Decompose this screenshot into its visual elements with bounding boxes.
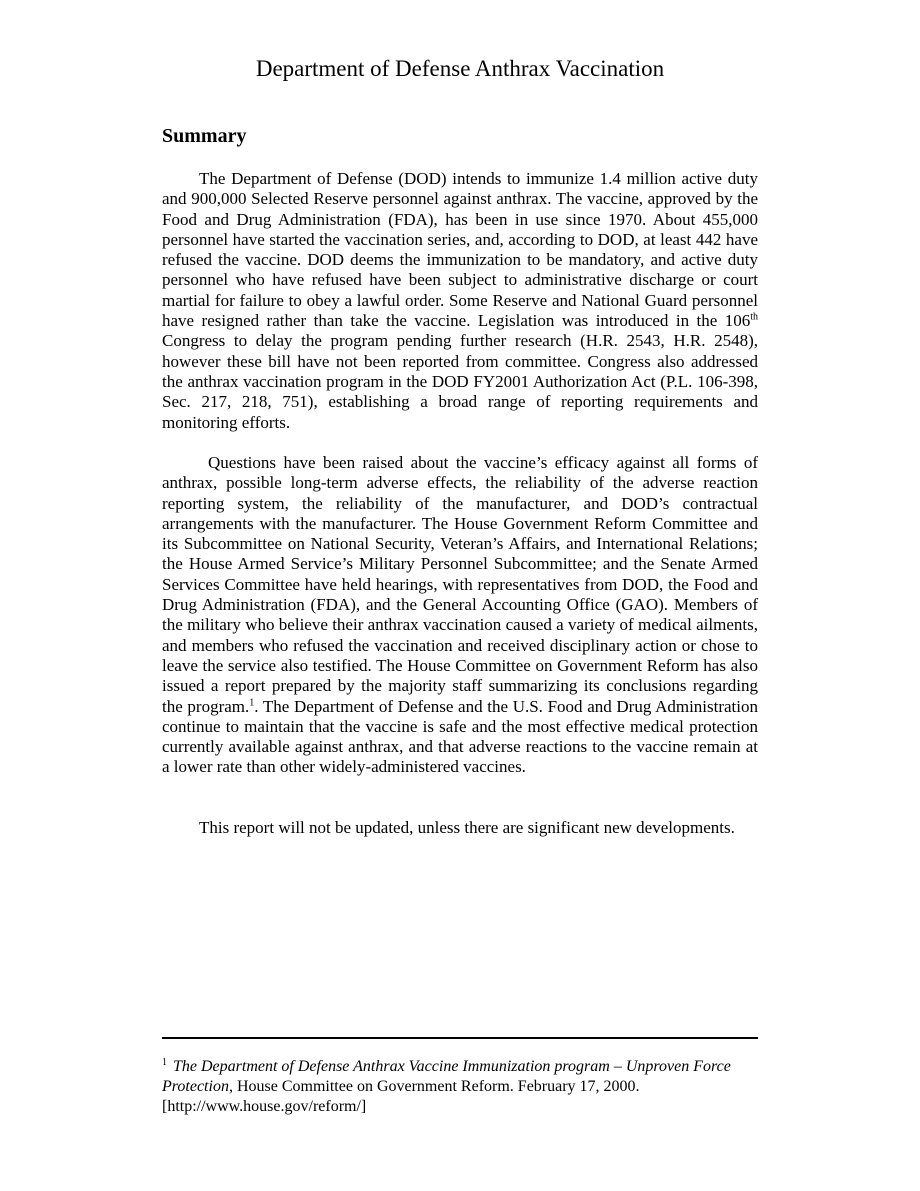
- footnote: [162, 1057, 758, 1117]
- summary-paragraph-2: [162, 453, 758, 778]
- footnote-url[interactable]: [http://www.house.gov/reform/]: [162, 1098, 367, 1115]
- summary-paragraph-3: This report will not be updated, unless there are significant new developments.: [199, 818, 735, 837]
- paragraph-1-text: The Department of Defense (DOD) intends to immunize 1.4 million active duty and 900,000 Selected Reserve personnel against anthrax. The vaccine, approved by the Food and Drug Administration (FDA), has been in use since 1970. About 455,000 personnel have started the vaccination series, and, according to DOD, at least 442 have refused the vaccine. DOD deems the immunization to be mandatory, and active duty personnel who have refused have been subject to administrative discharge or court martial for failure to obey a lawful order. Some Reserve and National Guard personnel have resigned rather than take the vaccine. Legislation was introduced in the 106: [162, 169, 758, 331]
- footnote-marker: 1: [162, 1056, 167, 1068]
- paragraph-1-text-rest: Congress to delay the program pending further research (H.R. 2543, H.R. 2548), however these bill have not been reported from committee. Congress also addressed the anthrax vaccination program in the DOD FY2001 Authorization Act (P.L. 106-398, Sec. 217, 218, 751), establishing a broad range of reporting requirements and monitoring efforts.: [162, 331, 758, 432]
- paragraph-2-text: Questions have been raised about the vaccine’s efficacy against all forms of anthrax, possible long-term adverse effects, the reliability of the adverse reaction reporting system, the reliability of the manufacturer, and DOD’s contractual arrangements with the manufacturer. The House Government Reform Committee and its Subcommittee on National Security, Veteran’s Affairs, and International Relations; the House Armed Service’s Military Personnel Subcommittee; and the Senate Armed Services Committee have held hearings, with representatives from DOD, the Food and Drug Administration (FDA), and the General Accounting Office (GAO). Members of the military who believe their anthrax vaccination caused a variety of medical ailments, and members who refused the vaccination and received disciplinary action or chose to leave the service also testified. The House Committee on Government Reform has also issued a report prepared by the majority staff summarizing its conclusions regarding the program.: [162, 453, 758, 716]
- document-title: Department of Defense Anthrax Vaccination: [255, 56, 665, 81]
- paragraph-2-text-rest: . The Department of Defense and the U.S. Food and Drug Administration continue to maintain that the vaccine is safe and the most effective medical protection currently available against anthrax, and that adverse reactions to the vaccine remain at a lower rate than other widely-administered vaccines.: [162, 696, 759, 777]
- summary-paragraph-1: [162, 169, 758, 433]
- footnote-source: , House Committee on Government Reform. February 17, 2000.: [228, 1078, 640, 1095]
- footnote-divider: [162, 1037, 758, 1039]
- footnote-title: The Department of Defense Anthrax Vaccine Immunization program – Unproven Force Protection: [162, 1058, 731, 1095]
- section-heading-summary: Summary: [162, 125, 247, 147]
- footnote-reference: 1: [249, 696, 255, 708]
- superscript-th: th: [750, 311, 758, 323]
